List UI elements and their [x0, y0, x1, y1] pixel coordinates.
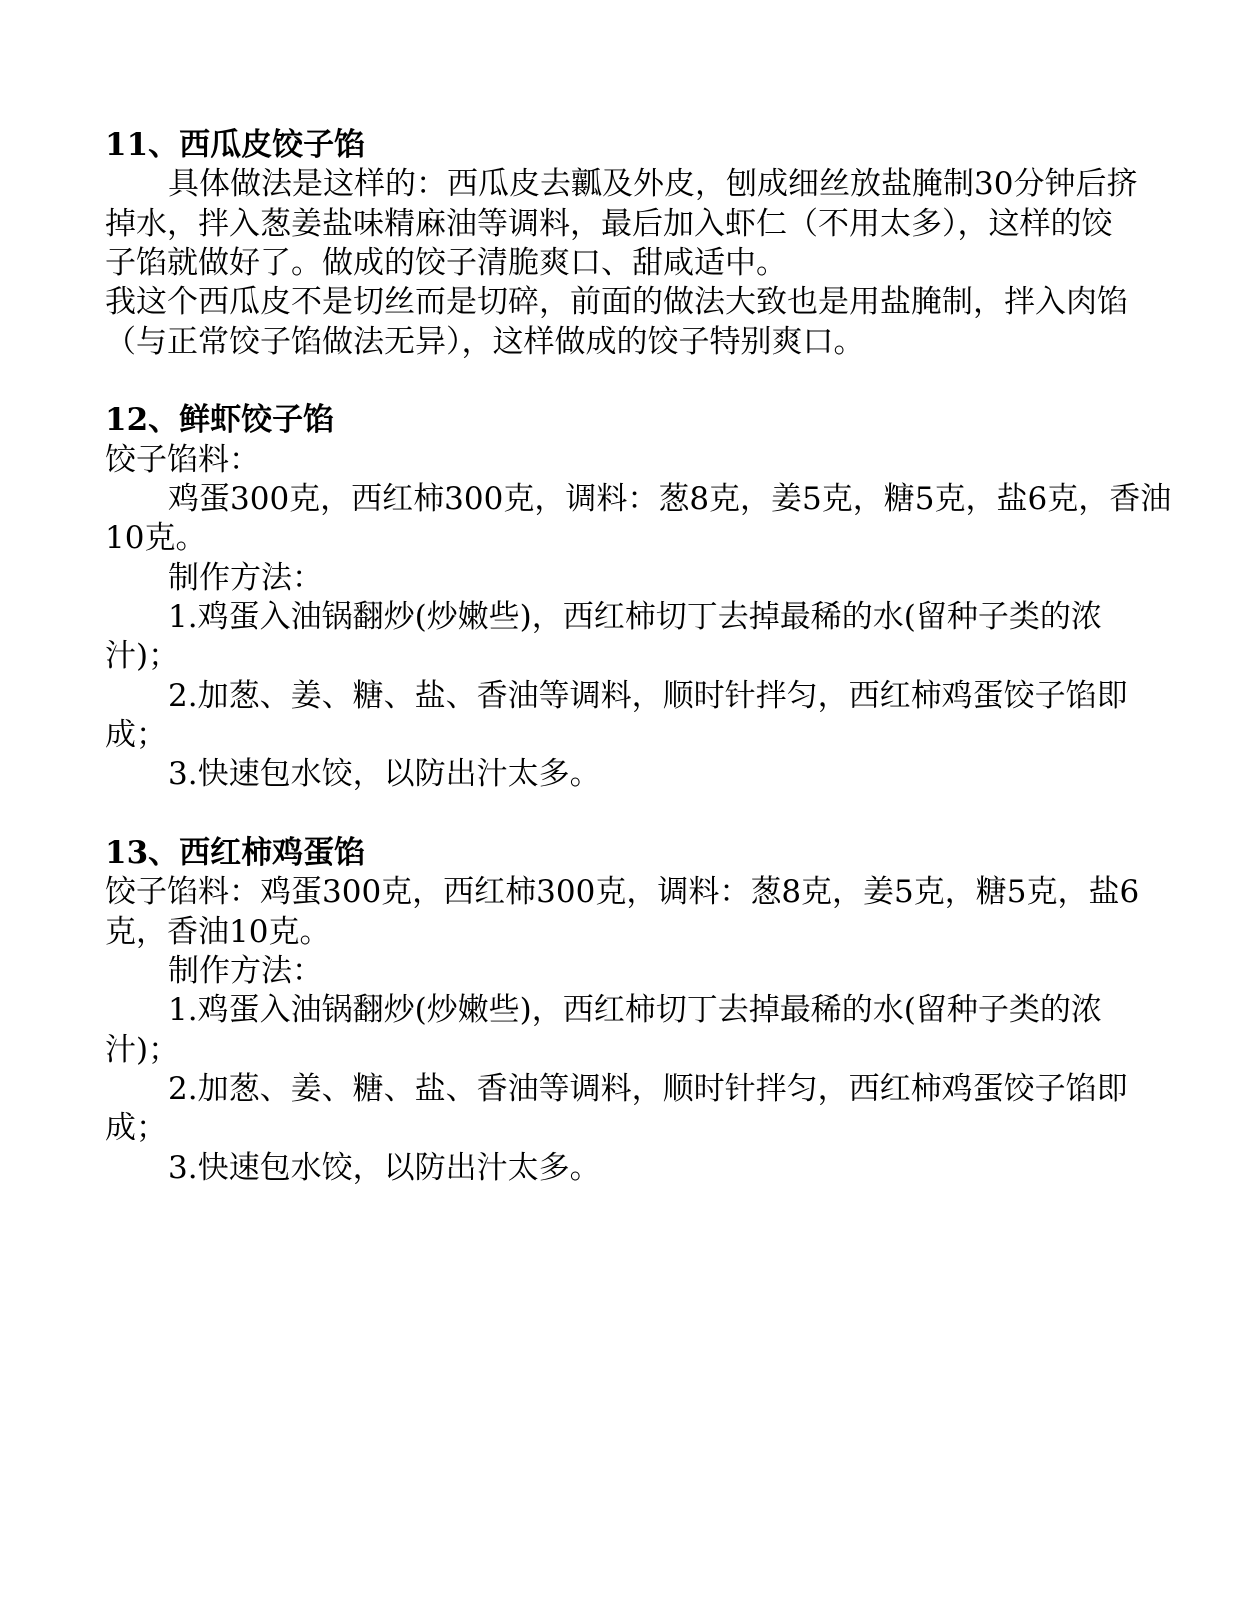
recipe-section-12: [105, 401, 1172, 794]
text-line: 3.快速包水饺，以防出汁太多。: [168, 756, 601, 793]
text-line: 汁)；: [105, 638, 180, 675]
text-line: 我这个西瓜皮不是切丝而是切碎，前面的做法大致也是用盐腌制，拌入肉馅: [105, 284, 1128, 321]
text-line: 成；: [105, 1110, 167, 1147]
text-line: 掉水，拌入葱姜盐味精麻油等调料，最后加入虾仁（不用太多），这样的饺: [105, 205, 1113, 242]
recipe-section-13: [105, 834, 1152, 1188]
text-line: 汁)；: [105, 1031, 180, 1068]
text-line: 3.快速包水饺，以防出汁太多。: [168, 1149, 601, 1186]
text-line: 10克。: [105, 520, 207, 557]
section-heading: 11、西瓜皮饺子馅: [105, 127, 366, 163]
section-heading: 13、西红柿鸡蛋馅: [105, 834, 366, 871]
text-line: （与正常饺子馅做法无异），这样做成的饺子特别爽口。: [105, 323, 865, 360]
text-line: 制作方法：: [168, 952, 323, 989]
text-line: 2.加葱、姜、糖、盐、香油等调料，顺时针拌匀，西红柿鸡蛋饺子馅即: [168, 1070, 1128, 1107]
text-line: 饺子馅料：: [105, 441, 260, 478]
text-line: 饺子馅料：鸡蛋300克，西红柿300克，调料：葱8克，姜5克，糖5克，盐6: [105, 874, 1140, 911]
text-line: 子馅就做好了。做成的饺子清脆爽口、甜咸适中。: [105, 244, 787, 281]
text-line: 制作方法：: [168, 559, 323, 596]
text-line: 鸡蛋300克，西红柿300克，调料：葱8克，姜5克，糖5克，盐6克，香油: [168, 480, 1172, 517]
text-line: 具体做法是这样的：西瓜皮去瓤及外皮，刨成细丝放盐腌制30分钟后挤: [168, 166, 1138, 203]
text-line: 2.加葱、姜、糖、盐、香油等调料，顺时针拌匀，西红柿鸡蛋饺子馅即: [168, 677, 1128, 714]
section-heading: 12、鲜虾饺子馅: [105, 402, 335, 439]
text-line: 1.鸡蛋入油锅翻炒(炒嫩些)，西红柿切丁去掉最稀的水(留种子类的浓: [168, 992, 1102, 1029]
recipe-section-11: [105, 126, 1152, 362]
text-line: 成；: [105, 716, 167, 753]
text-line: 1.鸡蛋入油锅翻炒(炒嫩些)，西红柿切丁去掉最稀的水(留种子类的浓: [168, 598, 1102, 635]
text-line: 克，香油10克。: [105, 913, 331, 950]
